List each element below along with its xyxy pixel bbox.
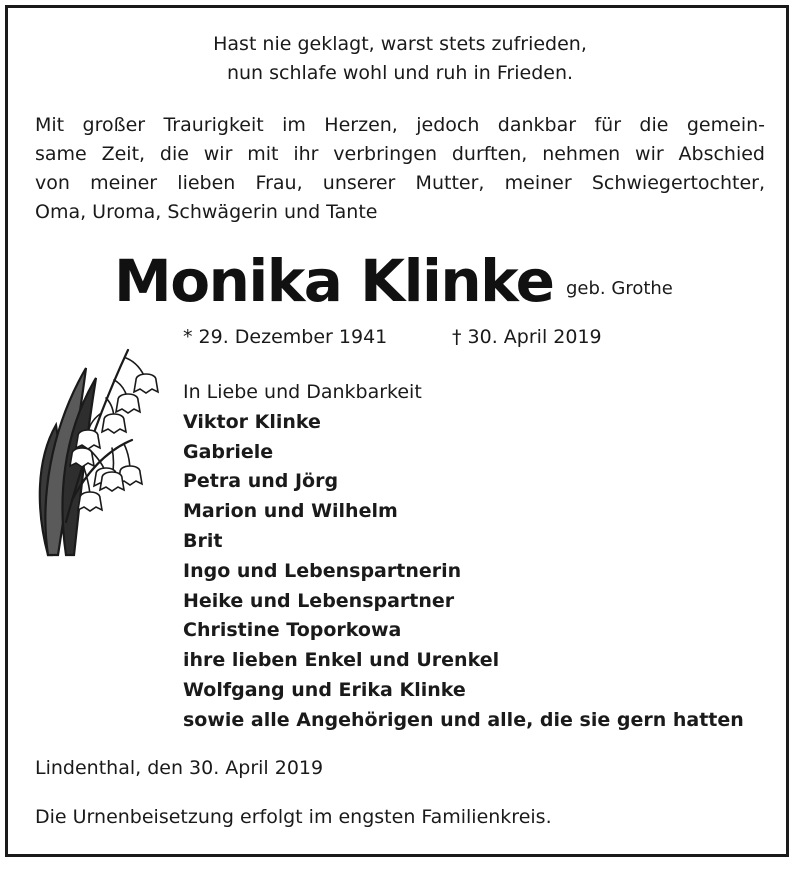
intro-text [35, 111, 765, 227]
mourner-name: ihre lieben Enkel und Urenkel [183, 649, 500, 672]
mourner-name: Gabriele [183, 440, 274, 463]
place-date: Lindenthal, den 30. April 2019 [35, 757, 324, 779]
mourner-name: Marion und Wilhelm [183, 500, 398, 523]
mourner-name: Heike und Lebenspartner [183, 589, 455, 612]
mourner-name: Petra und Jörg [183, 470, 339, 493]
burial-note: Die Urnenbeisetzung erfolgt im engsten Familienkreis. [35, 806, 552, 828]
deceased-heading [0, 246, 800, 316]
mourner-name: Ingo und Lebenspartnerin [183, 559, 462, 582]
mourner-name: Christine Toporkowa [183, 619, 402, 642]
mourner-name: Wolfgang und Erika Klinke [183, 678, 466, 701]
mourners-intro: In Liebe und Dankbarkeit [183, 381, 422, 403]
mourner-name: sowie alle Angehörigen und alle, die sie gern hatten [183, 708, 744, 731]
mourners-list [183, 378, 744, 736]
intro-line: Oma, Uroma, Schwägerin und Tante [35, 201, 378, 223]
mourner-name: Brit [183, 529, 223, 552]
lily-of-the-valley-icon [28, 340, 168, 565]
birth-date: * 29. Dezember 1941 [183, 326, 388, 348]
intro-line: von meiner lieben Frau, unserer Mutter, meiner Schwiegertochter, [35, 172, 765, 194]
verse-line-2: nun schlafe wohl und ruh in Frieden. [226, 62, 574, 84]
verse-line-1: Hast nie geklagt, warst stets zufrieden, [213, 33, 587, 55]
death-date: † 30. April 2019 [452, 326, 602, 348]
intro-line: Mit großer Traurigkeit im Herzen, jedoch dankbar für die gemein- [35, 114, 765, 136]
maiden-name: geb. Grothe [566, 278, 673, 299]
deceased-name: Monika Klinke [114, 247, 554, 315]
intro-line: same Zeit, die wir mit ihr verbringen durften, nehmen wir Abschied [35, 143, 765, 165]
mourner-name: Viktor Klinke [183, 410, 321, 433]
